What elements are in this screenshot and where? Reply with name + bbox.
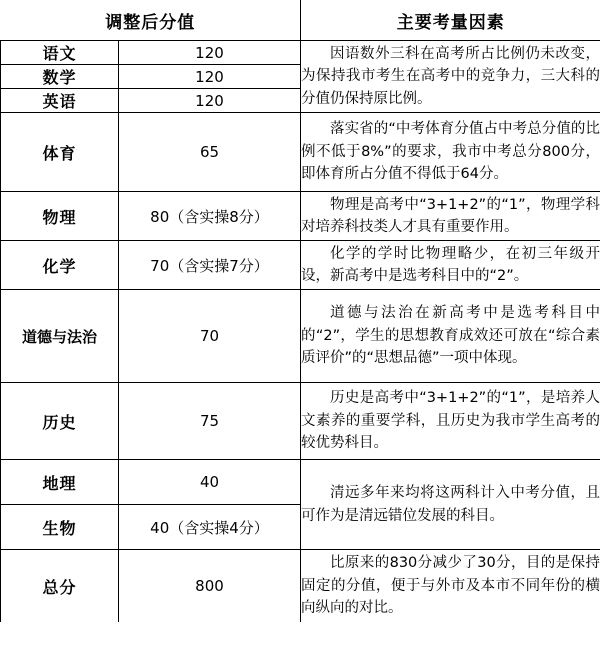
subject-geography: 地理 (1, 460, 119, 505)
subject-chinese: 语文 (1, 41, 119, 65)
subject-chemistry: 化学 (1, 241, 119, 290)
subject-biology: 生物 (1, 505, 119, 550)
score-chinese: 120 (119, 41, 301, 65)
score-morality-law: 70 (119, 290, 301, 383)
subject-morality-law: 道德与法治 (1, 290, 119, 383)
table-row (1, 383, 600, 460)
reason-core-three: 因语数外三科在高考所占比例仍未改变，为保持我市考生在高考中的竞争力，三大科的分值仍保持原比例。 (301, 41, 600, 113)
table-header-row (1, 0, 600, 41)
reason-morality-law: 道德与法治在新高考中是选考科目中的“2”，学生的思想教育成效还可放在“综合素质评价”的“思想品德”一项中体现。 (301, 290, 600, 383)
subject-physics: 物理 (1, 192, 119, 241)
table-row (1, 550, 600, 623)
subject-history: 历史 (1, 383, 119, 460)
score-chemistry: 70（含实操7分） (119, 241, 301, 290)
score-math: 120 (119, 65, 301, 89)
table-row (1, 113, 600, 192)
header-main-factors: 主要考量因素 (301, 0, 600, 41)
table-row (1, 241, 600, 290)
subject-math: 数学 (1, 65, 119, 89)
reason-physics: 物理是高考中“3+1+2”的“1”，物理学科对培养科技类人才具有重要作用。 (301, 192, 600, 241)
score-biology: 40（含实操4分） (119, 505, 301, 550)
score-total: 800 (119, 550, 301, 623)
score-english: 120 (119, 89, 301, 113)
reason-pe: 落实省的“中考体育分值占中考总分值的比例不低于8%”的要求，我市中考总分800分，即体育所占分值不得低于64分。 (301, 113, 600, 192)
table-row (1, 290, 600, 383)
score-physics: 80（含实操8分） (119, 192, 301, 241)
score-pe: 65 (119, 113, 301, 192)
score-history: 75 (119, 383, 301, 460)
reason-geography-biology: 清远多年来均将这两科计入中考分值，且可作为是清远错位发展的科目。 (301, 460, 600, 550)
header-adjusted-score: 调整后分值 (1, 0, 301, 41)
table-row (1, 41, 600, 65)
score-geography: 40 (119, 460, 301, 505)
table-row (1, 192, 600, 241)
subject-total: 总分 (1, 550, 119, 623)
table-row (1, 460, 600, 505)
subject-pe: 体育 (1, 113, 119, 192)
reason-history: 历史是高考中“3+1+2”的“1”，是培养人文素养的重要学科，且历史为我市学生高考的较优势科目。 (301, 383, 600, 460)
reason-total: 比原来的830分减少了30分，目的是保持固定的分值，便于与外市及本市不同年份的横向纵向的对比。 (301, 550, 600, 623)
reason-chemistry: 化学的学时比物理略少，在初三年级开设，新高考中是选考科目中的“2”。 (301, 241, 600, 290)
subject-english: 英语 (1, 89, 119, 113)
